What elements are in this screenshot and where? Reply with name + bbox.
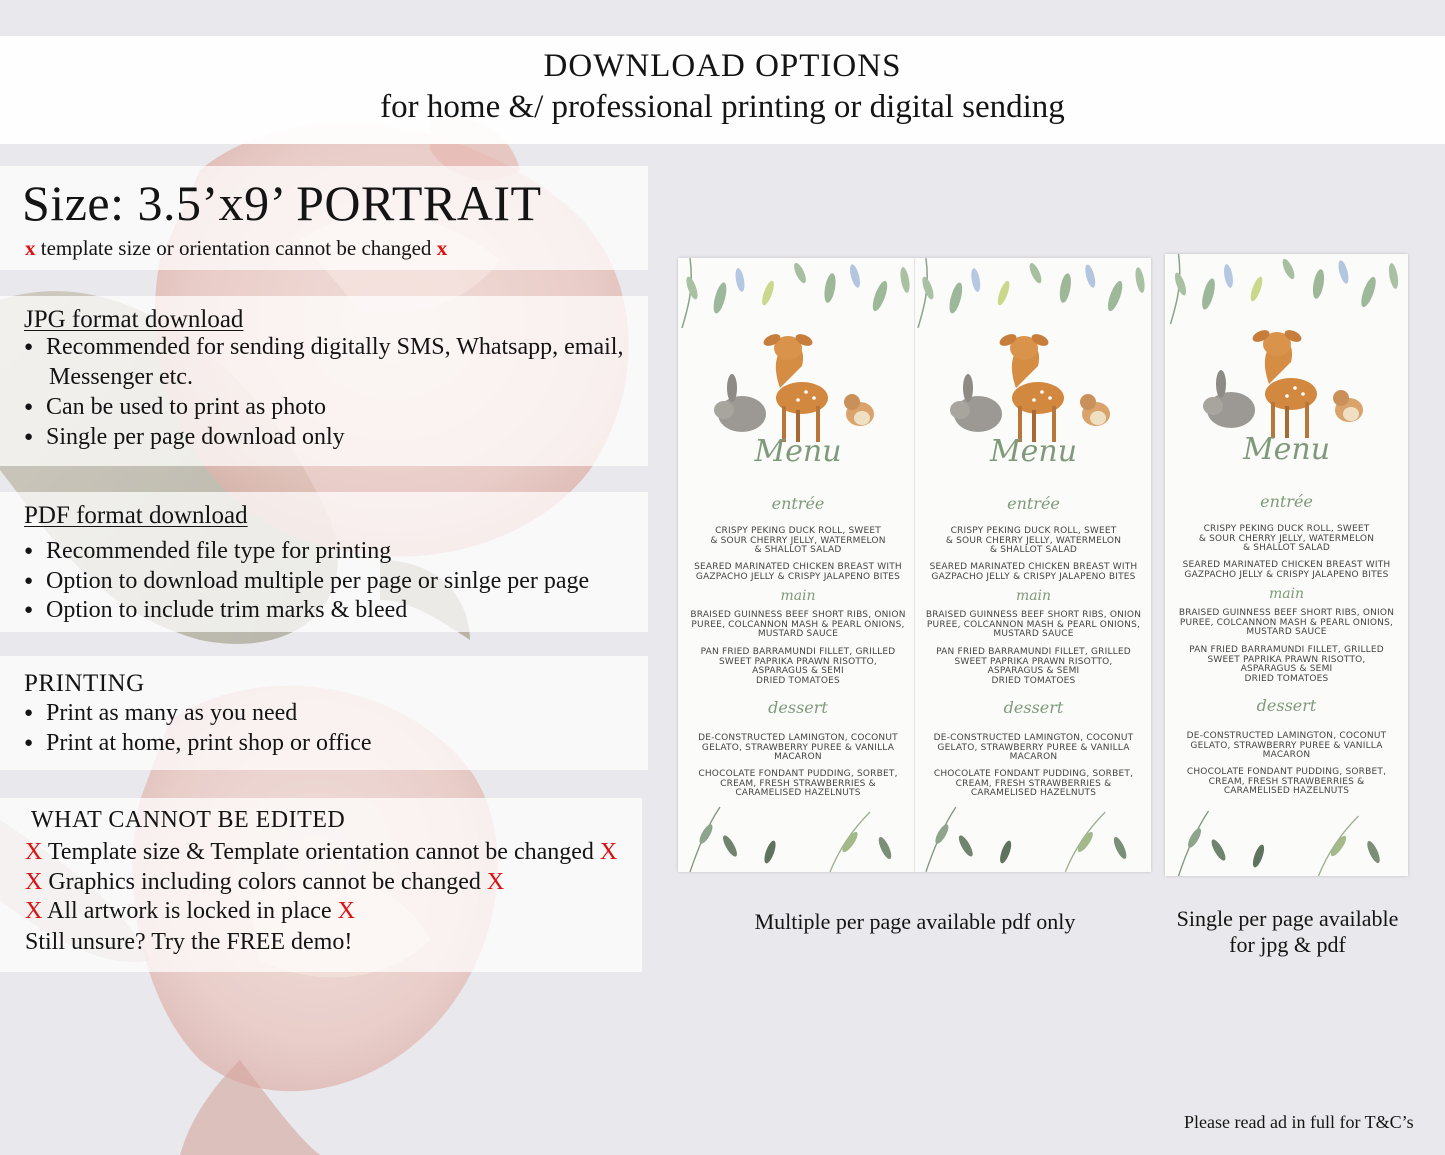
menu-title: Menu [989,434,1078,469]
menu-column [1165,254,1408,876]
jpg-bullet: ● Single per page download only [24,424,345,450]
menu-dish: CRISPY PEKING DUCK ROLL, SWEET & SOUR CHERRY JELLY, WATERMELON & SHALLOT SALAD [1198,524,1375,553]
main-label: main [1015,588,1052,604]
pdf-panel [0,492,648,632]
menu-dish: SEARED MARINATED CHICKEN BREAST WITH GAZPACHO JELLY & CRISPY JALAPENO BITES [1182,560,1391,580]
header-band [0,36,1445,144]
menu-dish: SEARED MARINATED CHICKEN BREAST WITH GAZPACHO JELLY & CRISPY JALAPENO BITES [694,562,902,582]
bullet-icon: ● [24,573,34,589]
foliage-bottom-illustration [916,802,1151,872]
jpg-bullet: ● Can be used to print as photo [24,394,326,420]
x-mark: X [25,869,43,895]
x-mark: x [25,236,36,260]
menu-dish: DE-CONSTRUCTED LAMINGTON, COCONUT GELATO, STRAWBERRY PUREE & VANILLA MACARON [698,733,898,762]
bullet-icon: ● [24,705,34,721]
entree-label: entrée [1007,494,1060,513]
menu-dish: DE-CONSTRUCTED LAMINGTON, COCONUT GELATO, STRAWBERRY PUREE & VANILLA MACARON [933,733,1134,762]
pdf-bullet: ● Option to download multiple per page or sinlge per page [24,568,590,594]
menu-dish: PAN FRIED BARRAMUNDI FILLET, GRILLED SWEET PAPRIKA PRAWN RISOTTO, ASPARAGUS & SEMI DRIED TOMATOES [936,647,1131,686]
menu-dish: PAN FRIED BARRAMUNDI FILLET, GRILLED SWEET PAPRIKA PRAWN RISOTTO, ASPARAGUS & SEMI DRIED TOMATOES [1189,645,1384,684]
bullet-icon: ● [24,735,34,751]
free-demo-note: Still unsure? Try the FREE demo! [25,929,353,955]
menu-dish: DE-CONSTRUCTED LAMINGTON, COCONUT GELATO, STRAWBERRY PUREE & VANILLA MACARON [1186,731,1387,760]
menu-dish: CRISPY PEKING DUCK ROLL, SWEET & SOUR CHERRY JELLY, WATERMELON & SHALLOT SALAD [945,526,1122,555]
menu-column [916,258,1151,872]
cannot-edit-heading: WHAT CANNOT BE EDITED [31,807,346,833]
dessert-label: dessert [768,698,828,717]
menu-column [680,258,916,872]
printing-panel [0,656,648,770]
printing-bullet: ● Print as many as you need [24,700,298,726]
x-mark: X [599,839,618,865]
menu-title: Menu [1242,432,1331,467]
x-mark: x [436,236,448,260]
bullet-icon: ● [24,399,34,415]
single-caption-line1: Single per page available [1176,906,1399,931]
cannot-edit-panel [0,798,642,972]
jpg-heading: JPG format download [24,306,244,333]
menu-dish: BRAISED GUINNESS BEEF SHORT RIBS, ONION PUREE, COLCANNON MASH & PEARL ONIONS, MUSTARD SAUCE [690,610,906,639]
menu-dish: CHOCOLATE FONDANT PUDDING, SORBET, CREAM, FRESH STRAWBERRIES & CARAMELISED HAZELNUTS [1186,767,1387,796]
pdf-bullet: ● Recommended file type for printing [24,538,392,564]
entree-label: entrée [1260,492,1313,511]
bullet-icon: ● [24,602,34,618]
cannot-edit-item: X All artwork is locked in place X [25,898,355,924]
printing-bullet: ● Print at home, print shop or office [24,730,372,756]
animals-illustration [1199,322,1375,442]
header-subtitle: for home &/ professional printing or digital sending [380,89,1065,125]
menu-dish: CRISPY PEKING DUCK ROLL, SWEET & SOUR CHERRY JELLY, WATERMELON & SHALLOT SALAD [710,526,886,555]
foliage-bottom-illustration [680,802,916,872]
terms-note: Please read ad in full for T&C’s [1184,1112,1414,1132]
entree-label: entrée [771,494,825,513]
cannot-edit-item: X Template size & Template orientation cannot be changed X [25,839,618,865]
size-title: Size: 3.5’x9’ PORTRAIT [22,175,542,231]
multiple-caption: Multiple per page available pdf only [754,909,1076,934]
pdf-bullet: ● Option to include trim marks & bleed [24,597,408,623]
bullet-icon: ● [24,339,34,355]
bullet-icon: ● [24,429,34,445]
header-title: DOWNLOAD OPTIONS [543,48,902,84]
x-mark: X [25,839,43,865]
x-mark: X [337,898,355,924]
x-mark: X [486,869,505,895]
menu-dish: CHOCOLATE FONDANT PUDDING, SORBET, CREAM, FRESH STRAWBERRIES & CARAMELISED HAZELNUTS [698,769,898,798]
dessert-label: dessert [1256,696,1317,715]
main-label: main [780,588,816,604]
dessert-label: dessert [1003,698,1064,717]
main-label: main [1268,586,1305,602]
menu-dish: BRAISED GUINNESS BEEF SHORT RIBS, ONION PUREE, COLCANNON MASH & PEARL ONIONS, MUSTARD SAUCE [925,610,1142,639]
jpg-bullet: ● Recommended for sending digitally SMS, Whatsapp, email, [24,334,624,360]
menu-dish: PAN FRIED BARRAMUNDI FILLET, GRILLED SWEET PAPRIKA PRAWN RISOTTO, ASPARAGUS & SEMI DRIED TOMATOES [700,647,896,686]
bullet-icon: ● [24,543,34,559]
jpg-panel [0,296,648,466]
size-panel [0,166,648,270]
foliage-bottom-illustration [1165,806,1408,876]
cannot-edit-item: X Graphics including colors cannot be changed X [25,869,505,895]
x-mark: X [25,898,43,924]
menu-dish: BRAISED GUINNESS BEEF SHORT RIBS, ONION PUREE, COLCANNON MASH & PEARL ONIONS, MUSTARD SAUCE [1178,608,1395,637]
pdf-heading: PDF format download [24,502,248,529]
single-caption-line2: for jpg & pdf [1229,932,1346,957]
jpg-bullet-continuation: Messenger etc. [49,364,193,390]
animals-illustration [946,326,1122,446]
printing-heading: PRINTING [24,670,145,697]
menu-title: Menu [754,434,842,469]
menu-dish: CHOCOLATE FONDANT PUDDING, SORBET, CREAM, FRESH STRAWBERRIES & CARAMELISED HAZELNUTS [933,769,1134,798]
animals-illustration [710,326,886,446]
size-note [25,236,447,261]
menu-dish: SEARED MARINATED CHICKEN BREAST WITH GAZPACHO JELLY & CRISPY JALAPENO BITES [929,562,1138,582]
size-note-text: template size or orientation cannot be changed [35,236,437,260]
